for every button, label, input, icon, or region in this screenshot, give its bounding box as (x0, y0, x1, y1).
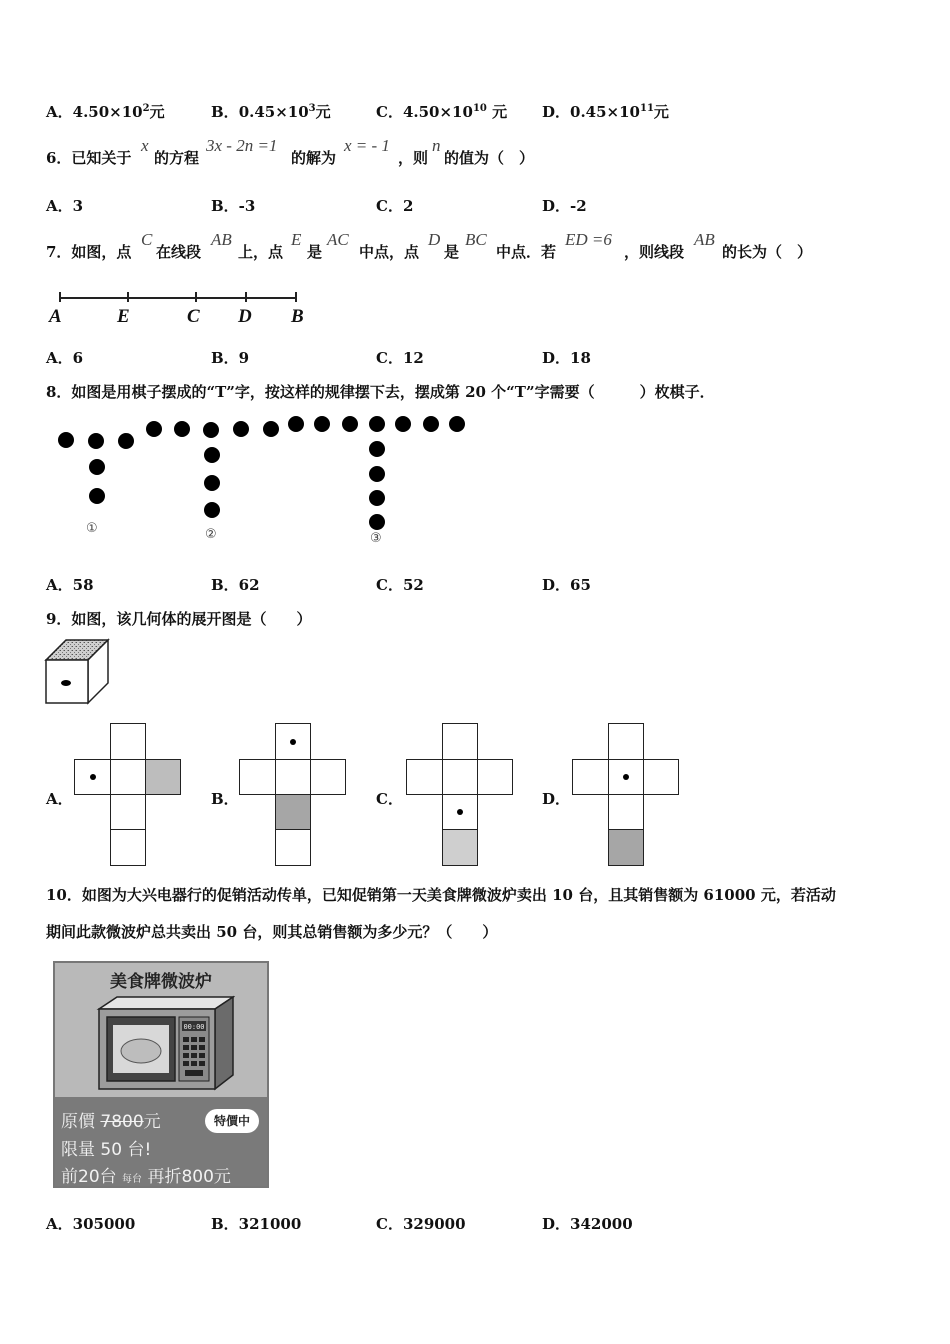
q7-text-7: 中点．若 (496, 243, 557, 261)
chess-piece (88, 433, 104, 449)
q5-option-b: B．$0.45\times 10^3$元 (211, 103, 331, 121)
q10-question-line1: 10．如图为大兴电器行的促销活动传单，已知促销第一天美食牌微波炉卖出 10 台，且其销售额为 61000 元，若活动 (46, 886, 836, 904)
q6-math-3: x = - 1 (344, 136, 390, 155)
q7-option-c: C．12 (376, 349, 424, 367)
flyer-limit: 限量 50 台! (61, 1140, 152, 1160)
net-face (608, 794, 644, 830)
chess-piece (146, 421, 162, 437)
net-face-shaded (608, 829, 644, 866)
q6-math-1: x (141, 136, 149, 155)
net-face (643, 759, 679, 795)
tick-c (195, 292, 197, 302)
flyer-original-price: 原價 7800元 (61, 1112, 161, 1132)
q9-question: 9．如图，该几何体的展开图是（ ） (46, 610, 312, 628)
chess-piece (89, 488, 105, 504)
q6-math-4: n (432, 136, 441, 155)
tick-b (295, 292, 297, 302)
chess-piece (203, 422, 219, 438)
q9-option-c-label: C． (376, 790, 403, 808)
net-face (442, 759, 478, 795)
segment-line (60, 297, 297, 299)
q7-text-4: 是 (307, 243, 323, 261)
q9-option-a-label: A． (46, 790, 73, 808)
special-price-badge: 特價中 (205, 1109, 259, 1133)
q6-text-5: 的值为（ ） (444, 149, 535, 167)
q5-option-d: D．$0.45\times 10^{11}$元 (542, 103, 669, 121)
q6-option-b: B．-3 (211, 197, 256, 215)
q6-option-a: A．3 (46, 197, 84, 215)
chess-piece (369, 490, 385, 506)
net-face-shaded (275, 794, 311, 830)
chess-piece (204, 475, 220, 491)
cube-figure (44, 638, 112, 706)
net-face (608, 723, 644, 760)
q5-option-c: C．$4.50\times 10^{10}$ 元 (376, 103, 508, 121)
q7-math-1: C (141, 230, 153, 249)
net-face (239, 759, 276, 795)
q7-text-2: 在线段 (156, 243, 202, 261)
chess-piece (423, 416, 439, 432)
net-face (477, 759, 513, 795)
q7-option-b: B．9 (211, 349, 250, 367)
q7-text-5: 中点，点 (359, 243, 420, 261)
q8-option-a: A．58 (46, 576, 94, 594)
figure-label-2: ② (205, 527, 217, 542)
net-face (110, 723, 146, 760)
net-face (406, 759, 443, 795)
tick-d (245, 292, 247, 302)
net-face (110, 829, 146, 866)
chess-piece (118, 433, 134, 449)
q7-text-6: 是 (444, 243, 460, 261)
net-face (74, 759, 111, 795)
net-face (442, 794, 478, 830)
label-point-c: C (187, 306, 200, 327)
flyer-discount: 前20台 每台 再折800元 (61, 1167, 231, 1187)
q7-math-2: AB (211, 230, 232, 249)
net-face (310, 759, 346, 795)
q8-option-d: D．65 (542, 576, 591, 594)
dot-icon (457, 809, 463, 815)
microwave-icon (95, 995, 235, 1093)
net-face-shaded (442, 829, 478, 866)
net-face (110, 794, 146, 830)
net-face (572, 759, 609, 795)
q8-option-b: B．62 (211, 576, 260, 594)
net-face (275, 829, 311, 866)
dot-icon (623, 774, 629, 780)
q9-option-b-label: B． (211, 790, 239, 808)
chess-piece (204, 502, 220, 518)
chess-piece (369, 514, 385, 530)
chess-piece (369, 416, 385, 432)
q7-math-7: ED =6 (565, 230, 612, 249)
q7-option-a: A．6 (46, 349, 84, 367)
q10-option-b: B．321000 (211, 1215, 302, 1233)
microwave-display: 00:00 (183, 1023, 205, 1031)
chess-piece (395, 416, 411, 432)
q7-math-8: AB (694, 230, 715, 249)
q7-math-4: AC (327, 230, 349, 249)
q9-option-d-label: D． (542, 790, 571, 808)
tick-e (127, 292, 129, 302)
q7-text-3: 上，点 (238, 243, 284, 261)
chess-piece (369, 466, 385, 482)
q6-option-d: D．-2 (542, 197, 587, 215)
q6-math-2: 3x - 2n =1 (206, 136, 278, 155)
chess-piece (263, 421, 279, 437)
q10-option-d: D．342000 (542, 1215, 633, 1233)
q6-option-c: C．2 (376, 197, 414, 215)
tick-a (59, 292, 61, 302)
q7-math-5: D (428, 230, 441, 249)
chess-piece (58, 432, 74, 448)
q7-text-9: 的长为（ ） (722, 243, 813, 261)
chess-piece (288, 416, 304, 432)
q7-text-1: 7．如图，点 (46, 243, 132, 261)
dot-icon (90, 774, 96, 780)
net-face-shaded (145, 759, 181, 795)
chess-piece (89, 459, 105, 475)
net-face (275, 759, 311, 795)
figure-label-1: ① (86, 521, 98, 536)
chess-piece (314, 416, 330, 432)
promo-flyer (53, 961, 269, 1188)
figure-label-3: ③ (370, 531, 382, 546)
net-face (442, 723, 478, 760)
q5-option-a: A．$4.50\times 10^2$元 (46, 103, 165, 121)
label-point-b: B (291, 306, 304, 327)
q7-math-6: BC (465, 230, 487, 249)
net-face (110, 759, 146, 795)
label-point-e: E (117, 306, 130, 327)
q8-question: 8．如图是用棋子摆成的“T”字，按这样的规律摆下去，摆成第 20 个“T”字需要（ ）枚棋子． (46, 383, 715, 401)
q10-option-a: A．305000 (46, 1215, 136, 1233)
q8-option-c: C．52 (376, 576, 424, 594)
net-face (275, 723, 311, 760)
q6-text-3: 的解为 (291, 149, 337, 167)
chess-piece (342, 416, 358, 432)
chess-piece (369, 441, 385, 457)
q6-text-2: 的方程 (154, 149, 200, 167)
q10-option-c: C．329000 (376, 1215, 466, 1233)
chess-piece (204, 447, 220, 463)
q7-math-3: E (291, 230, 302, 249)
q10-question-line2: 期间此款微波炉总共卖出 50 台，则其总销售额为多少元？（ ） (46, 923, 498, 941)
q6-text-1: 6．已知关于 (46, 149, 132, 167)
q7-text-8: ，则线段 (624, 243, 685, 261)
label-point-a: A (49, 306, 62, 327)
net-face (608, 759, 644, 795)
chess-piece (174, 421, 190, 437)
chess-piece (233, 421, 249, 437)
q6-text-4: ，则 (398, 149, 429, 167)
q7-option-d: D．18 (542, 349, 591, 367)
flyer-title: 美食牌微波炉 (110, 972, 212, 992)
label-point-d: D (238, 306, 252, 327)
chess-piece (449, 416, 465, 432)
dot-icon (290, 739, 296, 745)
